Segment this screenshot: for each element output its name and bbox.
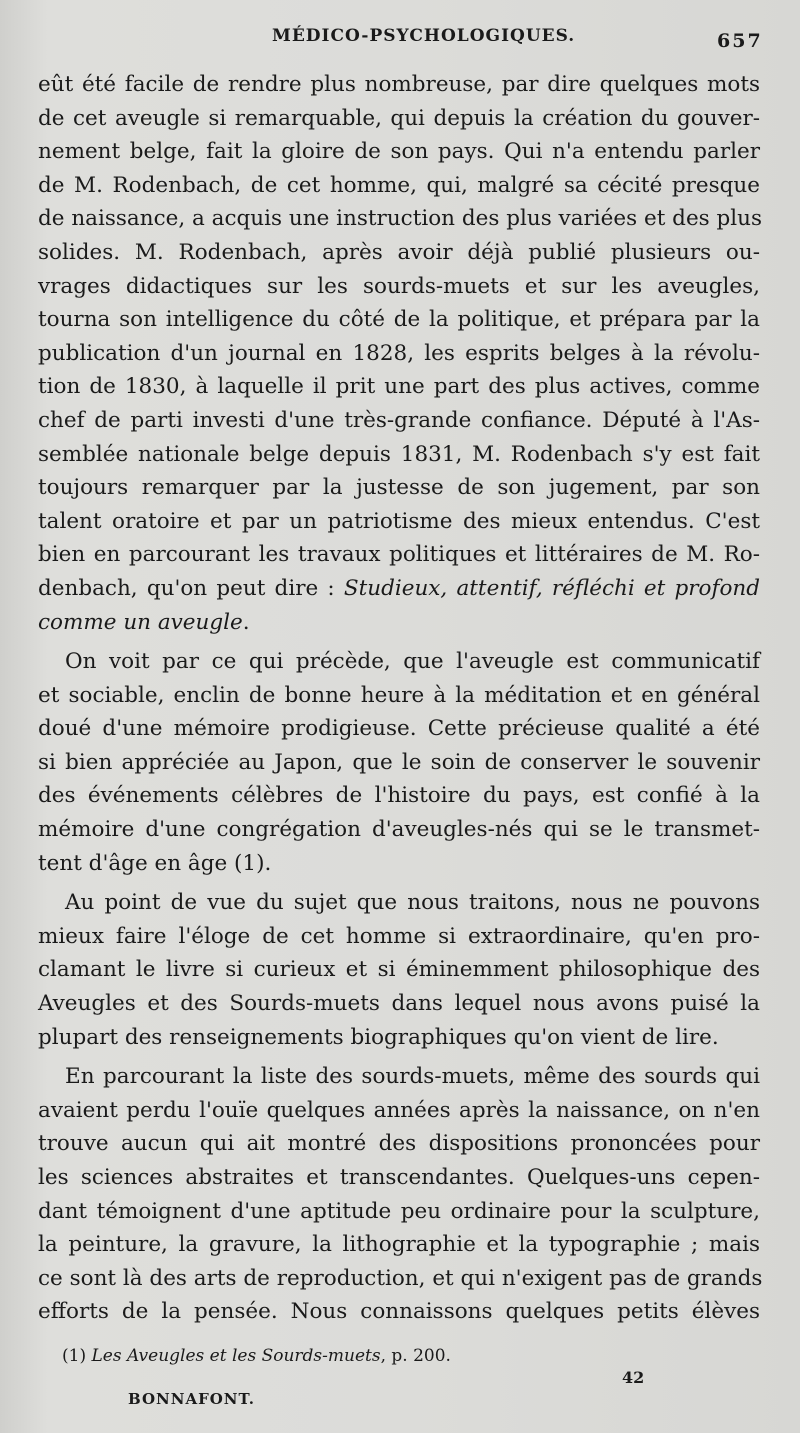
text-line: de M. Rodenbach, de cet homme, qui, malgré sa cécité presque — [38, 172, 760, 198]
text-run: denbach, qu'on peut dire : — [38, 575, 344, 601]
text-line: les sciences abstraites et transcendantes. Quelques-uns cepen- — [38, 1165, 760, 1190]
text-line: talent oratoire et par un patriotisme des mieux entendus. C'est — [38, 508, 760, 534]
text-line: mémoire d'une congrégation d'aveugles-nés qui se le transmet- — [38, 817, 760, 843]
text-line — [38, 606, 760, 640]
text-line: nement belge, fait la gloire de son pays. Qui n'a entendu parler — [38, 139, 760, 165]
text-line: publication d'un journal en 1828, les esprits belges à la révolu- — [38, 340, 760, 366]
paragraph — [38, 645, 760, 880]
text-line: efforts de la pensée. Nous connaissons quelques petits élèves — [38, 1299, 760, 1325]
paragraph — [38, 1060, 763, 1329]
text-line: toujours remarquer par la justesse de son jugement, par son — [38, 475, 760, 501]
page-number: 657 — [717, 30, 763, 52]
text-line: tourna son intelligence du côté de la politique, et prépara par la — [38, 307, 760, 333]
text-line: de naissance, a acquis une instruction des plus variées et des plus — [38, 206, 763, 232]
text-line: eût été facile de rendre plus nombreuse, par dire quelques mots — [38, 72, 760, 97]
text-line: bien en parcourant les travaux politiques et littéraires de M. Ro- — [38, 542, 760, 568]
text-run: . — [242, 609, 250, 635]
body-text — [38, 68, 763, 1329]
running-head: MÉDICO-PSYCHOLOGIQUES. — [272, 26, 576, 46]
paragraph — [38, 68, 763, 639]
text-line: ce sont là des arts de reproduction, et qui n'exigent pas de grands — [38, 1265, 763, 1291]
text-line: si bien appréciée au Japon, que le soin de conserver le souvenir — [38, 749, 760, 775]
text-line: En parcourant la liste des sourds-muets, même des sourds qui — [65, 1064, 760, 1090]
text-line: doué d'une mémoire prodigieuse. Cette précieuse qualité a été — [38, 716, 760, 742]
text-line: de cet aveugle si remarquable, qui depuis la création du gouver- — [38, 105, 760, 131]
text-line: Aveugles et des Sourds-muets dans lequel nous avons puisé la — [38, 991, 760, 1017]
quotation-italic: Studieux, attentif, réfléchi et profond — [343, 575, 761, 601]
text-line: solides. M. Rodenbach, après avoir déjà publié plusieurs ou- — [38, 239, 760, 265]
sheet-number: 42 — [622, 1368, 645, 1387]
text-line: vrages didactiques sur les sourds-muets et sur les aveugles, — [38, 273, 760, 299]
text-line: trouve aucun qui ait montré des dispositions prononcées pour — [38, 1131, 760, 1157]
text-line: la peinture, la gravure, la lithographie et la typographie ; mais — [38, 1232, 760, 1258]
text-line: des événements célèbres de l'histoire du pays, est confié à la — [38, 783, 760, 809]
text-line: clamant le livre si curieux et si éminemment philosophique des — [38, 957, 760, 983]
text-line: On voit par ce qui précède, que l'aveugle est communicatif — [65, 649, 760, 675]
text-line: plupart des renseignements biographiques qu'on vient de lire. — [38, 1024, 719, 1050]
text-line — [38, 572, 760, 606]
text-line: dant témoignent d'une aptitude peu ordinaire pour la sculpture, — [38, 1198, 760, 1224]
text-line: Au point de vue du sujet que nous traitons, nous ne pouvons — [65, 890, 760, 916]
footnote-title: Les Aveugles et les Sourds-muets — [91, 1346, 381, 1366]
author-signature: BONNAFONT. — [128, 1390, 255, 1408]
text-line: tion de 1830, à laquelle il prit une part des plus actives, comme — [38, 374, 760, 400]
paragraph — [38, 886, 760, 1054]
footnote-marker: (1) — [62, 1346, 92, 1366]
footnote-reference: , p. 200. — [380, 1346, 451, 1366]
text-line: semblée nationale belge depuis 1831, M. Rodenbach s'y est fait — [38, 441, 760, 467]
text-line: tent d'âge en âge (1). — [38, 850, 272, 876]
text-line: mieux faire l'éloge de cet homme si extraordinaire, qu'en pro- — [38, 923, 760, 949]
text-line: chef de parti investi d'une très-grande confiance. Député à l'As- — [38, 407, 760, 433]
text-line: avaient perdu l'ouïe quelques années après la naissance, on n'en — [38, 1097, 760, 1123]
footnote — [62, 1346, 451, 1366]
quotation-italic: comme un aveugle — [38, 609, 243, 635]
page-header — [0, 22, 800, 52]
text-line: et sociable, enclin de bonne heure à la méditation et en général — [38, 682, 760, 708]
